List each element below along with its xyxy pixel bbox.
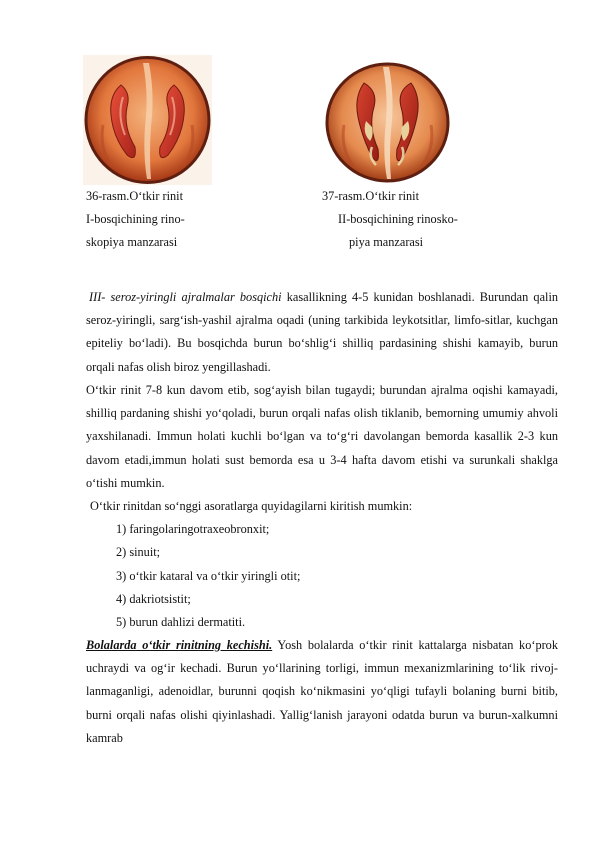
figure-37-caption xyxy=(322,185,458,254)
caption-line: 37-rasm.O‘tkir rinit xyxy=(322,189,419,203)
caption-line: I-bosqichining rino- xyxy=(86,212,185,226)
caption-line: skopiya manzarasi xyxy=(86,235,178,249)
recovery-text: O‘tkir rinit 7-8 kun davom etib, sog‘ayish bilan tugaydi; burundan ajralma oqishi kamayadi, shilliq pardaning shishi yo‘qoladi, burun orqali nafas olish tiklanib, bemorning umumiy ahvoli yaxshilanadi. Immun holati kuchli bo‘lgan va to‘g‘ri davolangan bemorda kasallik 2-3 kun davom etadi,immun holati sust bemorda esa u 3-4 hafta davom etishi va surunkali shaklga o‘tishi mumkin. xyxy=(86,383,558,490)
stage-3-term: III- seroz-yiringli ajralmalar bosqichi xyxy=(89,290,282,304)
paragraph-stage-3 xyxy=(86,286,558,379)
figure-36-caption xyxy=(86,185,185,254)
paragraph-recovery xyxy=(86,379,558,495)
complications-section xyxy=(86,495,558,634)
complication-item: 1) faringolaringotraxeobronxit; xyxy=(116,522,270,537)
complication-item: 2) sinuit; xyxy=(116,545,161,560)
rhinoscopy-stage-2-illustration xyxy=(322,61,453,184)
caption-line: piya manzarasi xyxy=(349,235,424,249)
figure-36-rhinoscopy-image xyxy=(83,55,212,185)
children-section-heading: Bolalarda o‘tkir rinitning kechishi. xyxy=(86,638,273,652)
complication-item: 3) o‘tkir kataral va o‘tkir yiringli otit; xyxy=(116,568,301,583)
figure-37-rhinoscopy-image xyxy=(322,61,453,184)
complications-intro: O‘tkir rinitdan so‘nggi asoratlarga quyidagilarni kiritish mumkin: xyxy=(90,499,413,513)
complication-item: 4) dakriotsistit; xyxy=(116,591,191,606)
paragraph-children xyxy=(86,634,558,750)
caption-line: II-bosqichining rinosko- xyxy=(338,212,458,226)
rhinoscopy-stage-1-illustration xyxy=(83,55,212,185)
complication-item: 5) burun dahlizi dermatiti. xyxy=(116,614,246,629)
stage-3-text: kasallikning 4-5 kunidan boshlanadi. Burundan qalin seroz-yiringli, sarg‘ish-yashil ajralma oqadi (uning tarkibida leykotsitlar, limfo-sitlar, kuchgan epiteliy bo‘ladi). Bu bosqichda burun bo‘shlig‘i shilliq pardasining shishi kamayib, burun orqali nafas olish biroz yengillashadi. xyxy=(86,290,559,374)
children-text: Yosh bolalarda o‘tkir rinit kattalarga nisbatan ko‘prok uchraydi va og‘ir kechadi. Burun yo‘llarining torligi, immun mexanizmlarining to‘lik rivoj-lanmaganligi, adenoidlar, burunni qoqish ko‘nikmasini yo‘qligi tufayli bolaning burni bitib, burni orqali nafas olishi qiyinlashadi. Yallig‘lanish jarayoni odatda burun va burun-xalkumni kamrab xyxy=(86,638,558,745)
caption-line: 36-rasm.O‘tkir rinit xyxy=(86,189,183,203)
